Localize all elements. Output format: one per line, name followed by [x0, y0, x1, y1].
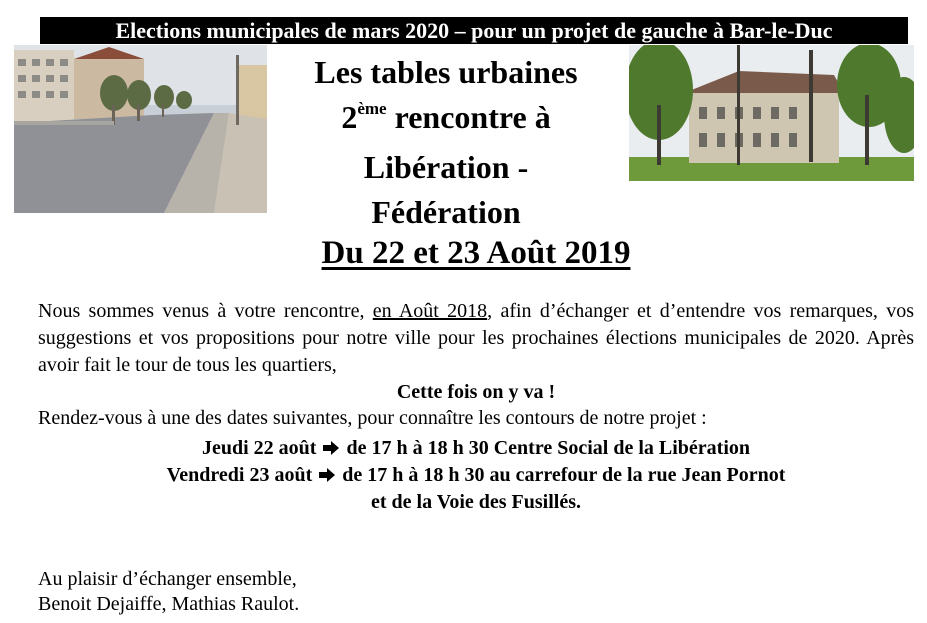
title-line-4: Fédération [371, 194, 521, 230]
intro-text-end: , afin d’échanger et d’entendre vos remarques, vos suggestions et vos propositions pour notre ville pour les prochaines élections municipales de 2020. Après avoir fait le tour de tous les quartiers, [38, 300, 914, 376]
right-arrow-icon [323, 441, 339, 455]
title-line-2-rest: rencontre à [386, 99, 551, 135]
rdv-line: Rendez-vous à une des dates suivantes, pour connaître les contours de notre projet : [38, 407, 707, 429]
title-line-3: Libération - [363, 149, 529, 185]
title-line-1: Les tables urbaines [314, 54, 578, 90]
date2-line [38, 462, 914, 489]
date2-continuation: et de la Voie des Fusillés. [370, 491, 581, 513]
title-line-2 [275, 95, 617, 145]
right-arrow-icon [319, 468, 335, 482]
closing-line-1: Au plaisir d’échanger ensemble, [38, 568, 297, 590]
signature-line: Benoit Dejaiffe, Mathias Raulot. [38, 593, 300, 615]
building-photo [629, 45, 914, 181]
event-title [275, 50, 617, 235]
title-ordinal-suffix: ème [357, 99, 387, 118]
date2-day: Vendredi 23 août [166, 464, 313, 486]
title-ordinal: 2 [341, 99, 358, 135]
election-banner: Elections municipales de mars 2020 – pour un projet de gauche à Bar-le-Duc [40, 17, 908, 44]
date2-detail: de 17 h à 18 h 30 au carrefour de la rue Jean Pornot [342, 464, 786, 486]
intro-text-start: Nous sommes venus à votre rencontre, [38, 300, 373, 322]
date1-line [38, 435, 914, 462]
event-dates-heading: Du 22 et 23 Août 2019 [321, 235, 631, 271]
highlight-line: Cette fois on y va ! [396, 381, 556, 403]
date1-day: Jeudi 22 août [202, 437, 317, 459]
intro-paragraph [38, 298, 914, 379]
intro-text-underlined: en Août 2018 [372, 300, 488, 322]
street-photo [14, 45, 267, 213]
date1-detail: de 17 h à 18 h 30 Centre Social de la Libération [346, 437, 750, 459]
